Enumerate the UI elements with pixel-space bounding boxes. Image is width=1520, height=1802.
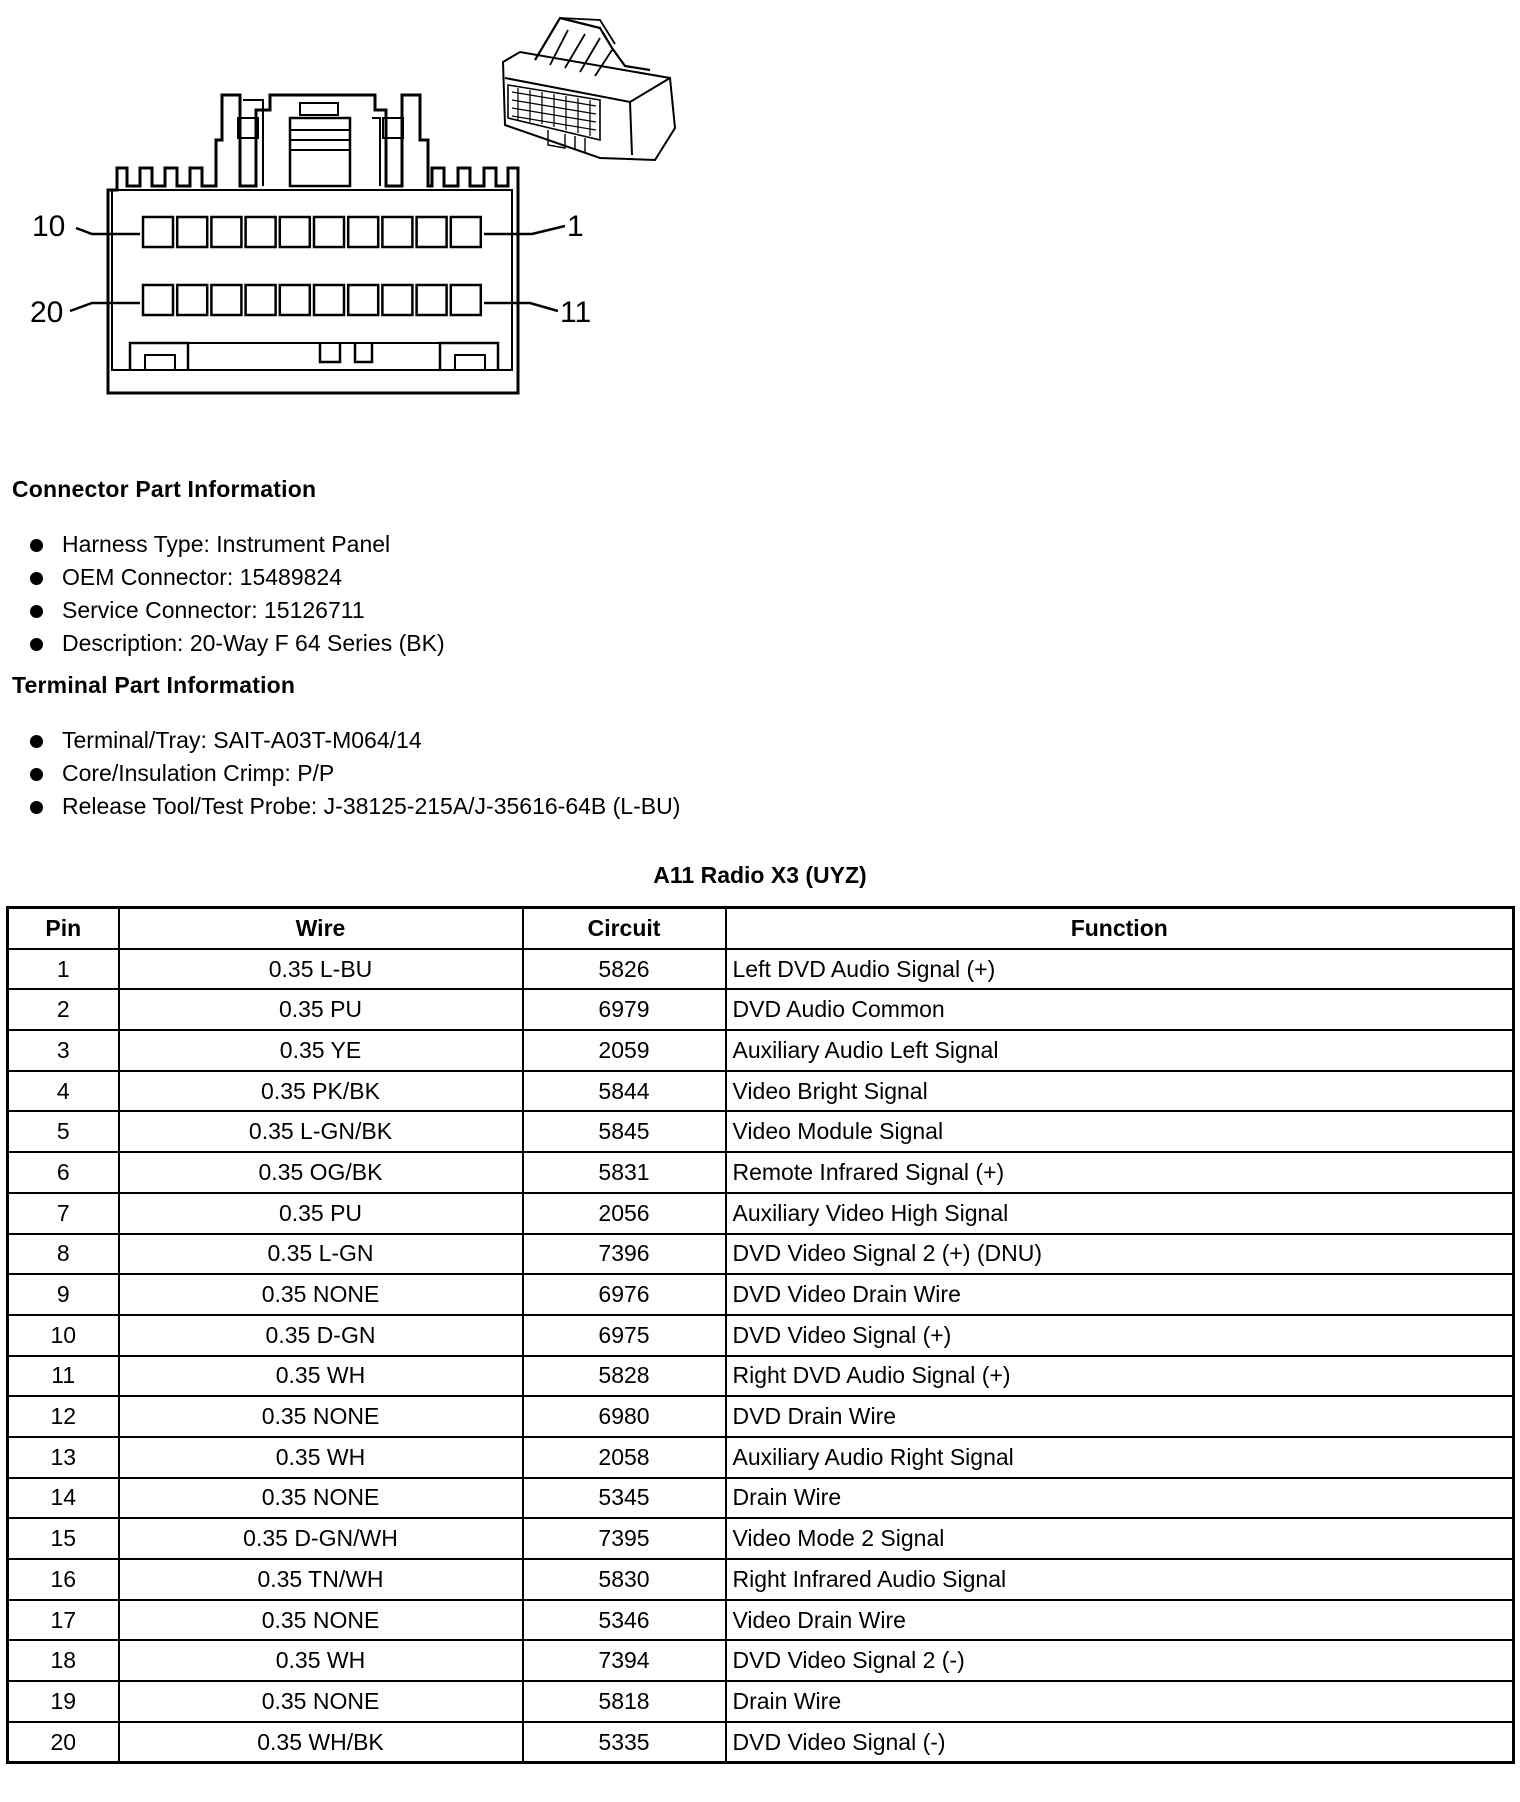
cell-function: Video Bright Signal [726, 1071, 1514, 1112]
list-item: Core/Insulation Crimp: P/P [26, 757, 680, 790]
cell-circuit: 7394 [523, 1640, 726, 1681]
table-row [8, 1681, 1514, 1722]
bullet-icon [30, 638, 43, 651]
cell-wire: 0.35 YE [119, 1030, 523, 1071]
pin-cavity [143, 285, 173, 315]
cell-circuit: 5335 [523, 1722, 726, 1763]
cell-circuit: 5830 [523, 1559, 726, 1600]
bullet-icon [30, 572, 43, 585]
cell-circuit: 7395 [523, 1518, 726, 1559]
table-body [8, 949, 1514, 1763]
cell-pin: 19 [8, 1681, 119, 1722]
cell-pin: 10 [8, 1315, 119, 1356]
pin-cavity [451, 285, 481, 315]
cell-function: DVD Audio Common [726, 989, 1514, 1030]
cell-pin: 18 [8, 1640, 119, 1681]
pin-cavity [417, 217, 447, 247]
cell-wire: 0.35 NONE [119, 1274, 523, 1315]
cell-function: Auxiliary Video High Signal [726, 1193, 1514, 1234]
cell-circuit: 2056 [523, 1193, 726, 1234]
pin-cavity [211, 285, 241, 315]
cell-pin: 8 [8, 1234, 119, 1275]
cell-pin: 17 [8, 1600, 119, 1641]
table-row [8, 989, 1514, 1030]
terminal-part-info-heading: Terminal Part Information [12, 672, 296, 698]
cell-circuit: 6976 [523, 1274, 726, 1315]
cell-circuit: 5845 [523, 1111, 726, 1152]
cell-function: Video Module Signal [726, 1111, 1514, 1152]
cell-wire: 0.35 WH [119, 1356, 523, 1397]
table-row [8, 1437, 1514, 1478]
pin-cavity [280, 217, 310, 247]
pin-cavity [143, 217, 173, 247]
cell-wire: 0.35 PU [119, 1193, 523, 1234]
table-row [8, 1396, 1514, 1437]
cell-function: DVD Video Signal 2 (-) [726, 1640, 1514, 1681]
table-row [8, 1071, 1514, 1112]
table-row [8, 1478, 1514, 1519]
pin-cavity [451, 217, 481, 247]
pin-cavity [417, 285, 447, 315]
list-item: Release Tool/Test Probe: J-38125-215A/J-35616-64B (L-BU) [26, 790, 680, 823]
table-row [8, 1152, 1514, 1193]
table-row [8, 1193, 1514, 1234]
pin-cavity [382, 217, 412, 247]
cell-circuit: 5828 [523, 1356, 726, 1397]
column-header-function: Function [726, 908, 1514, 949]
cell-circuit: 2059 [523, 1030, 726, 1071]
cell-pin: 7 [8, 1193, 119, 1234]
connector-part-info-list [26, 528, 445, 660]
cell-pin: 5 [8, 1111, 119, 1152]
list-item: Terminal/Tray: SAIT-A03T-M064/14 [26, 724, 680, 757]
cell-pin: 11 [8, 1356, 119, 1397]
cell-circuit: 6980 [523, 1396, 726, 1437]
cell-pin: 9 [8, 1274, 119, 1315]
cell-wire: 0.35 WH [119, 1640, 523, 1681]
cell-pin: 16 [8, 1559, 119, 1600]
cell-wire: 0.35 L-BU [119, 949, 523, 990]
bullet-icon [30, 605, 43, 618]
cell-wire: 0.35 PU [119, 989, 523, 1030]
cell-wire: 0.35 NONE [119, 1681, 523, 1722]
cell-pin: 2 [8, 989, 119, 1030]
table-row [8, 1722, 1514, 1763]
cell-wire: 0.35 TN/WH [119, 1559, 523, 1600]
table-title: A11 Radio X3 (UYZ) [653, 862, 867, 888]
cell-pin: 4 [8, 1071, 119, 1112]
cell-circuit: 6979 [523, 989, 726, 1030]
cell-circuit: 5818 [523, 1681, 726, 1722]
cell-wire: 0.35 WH [119, 1437, 523, 1478]
table-header-row [8, 908, 1514, 949]
cell-function: Remote Infrared Signal (+) [726, 1152, 1514, 1193]
pin-label-11: 11 [560, 296, 592, 329]
cell-wire: 0.35 OG/BK [119, 1152, 523, 1193]
pin-label-20: 20 [30, 296, 64, 329]
bullet-icon [30, 801, 43, 814]
table-row [8, 1315, 1514, 1356]
pinout-table [6, 906, 1515, 1764]
column-header-wire: Wire [119, 908, 523, 949]
list-item: Service Connector: 15126711 [26, 594, 445, 627]
table-row [8, 1274, 1514, 1315]
cell-pin: 14 [8, 1478, 119, 1519]
list-item: Description: 20-Way F 64 Series (BK) [26, 627, 445, 660]
cell-circuit: 5345 [523, 1478, 726, 1519]
bullet-icon [30, 768, 43, 781]
cell-pin: 13 [8, 1437, 119, 1478]
cell-function: Auxiliary Audio Left Signal [726, 1030, 1514, 1071]
cell-wire: 0.35 L-GN/BK [119, 1111, 523, 1152]
cell-function: Right Infrared Audio Signal [726, 1559, 1514, 1600]
cell-wire: 0.35 NONE [119, 1600, 523, 1641]
table-row [8, 1356, 1514, 1397]
column-header-circuit: Circuit [523, 908, 726, 949]
pin-cavities [143, 217, 481, 315]
cell-function: DVD Video Signal 2 (+) (DNU) [726, 1234, 1514, 1275]
pin-cavity [246, 217, 276, 247]
connector-part-info-heading: Connector Part Information [12, 476, 317, 502]
cell-function: Left DVD Audio Signal (+) [726, 949, 1514, 990]
connector-3d-illustration [503, 18, 675, 160]
cell-circuit: 5831 [523, 1152, 726, 1193]
pin-cavity [211, 217, 241, 247]
cell-function: Drain Wire [726, 1478, 1514, 1519]
pin-cavity [280, 285, 310, 315]
cell-circuit: 7396 [523, 1234, 726, 1275]
pin-cavity [348, 285, 378, 315]
pin-cavity [177, 285, 207, 315]
cell-circuit: 5826 [523, 949, 726, 990]
cell-wire: 0.35 PK/BK [119, 1071, 523, 1112]
bullet-icon [30, 539, 43, 552]
cell-wire: 0.35 NONE [119, 1478, 523, 1519]
connector-diagram [0, 0, 720, 410]
cell-wire: 0.35 D-GN [119, 1315, 523, 1356]
cell-function: DVD Drain Wire [726, 1396, 1514, 1437]
pin-cavity [177, 217, 207, 247]
column-header-pin: Pin [8, 908, 119, 949]
cell-wire: 0.35 L-GN [119, 1234, 523, 1275]
pin-label-10: 10 [32, 210, 66, 243]
cell-function: Right DVD Audio Signal (+) [726, 1356, 1514, 1397]
pin-label-1: 1 [567, 210, 584, 243]
cell-wire: 0.35 D-GN/WH [119, 1518, 523, 1559]
list-item: OEM Connector: 15489824 [26, 561, 445, 594]
cell-pin: 12 [8, 1396, 119, 1437]
terminal-part-info-list [26, 724, 680, 823]
cell-pin: 1 [8, 949, 119, 990]
cell-function: Drain Wire [726, 1681, 1514, 1722]
cell-function: Auxiliary Audio Right Signal [726, 1437, 1514, 1478]
bullet-icon [30, 735, 43, 748]
cell-function: DVD Video Signal (-) [726, 1722, 1514, 1763]
cell-circuit: 5844 [523, 1071, 726, 1112]
cell-function: DVD Video Signal (+) [726, 1315, 1514, 1356]
cell-wire: 0.35 WH/BK [119, 1722, 523, 1763]
pin-cavity [314, 217, 344, 247]
cell-circuit: 2058 [523, 1437, 726, 1478]
table-row [8, 1111, 1514, 1152]
table-row [8, 1559, 1514, 1600]
list-item: Harness Type: Instrument Panel [26, 528, 445, 561]
cell-circuit: 6975 [523, 1315, 726, 1356]
pin-cavity [382, 285, 412, 315]
cell-function: Video Mode 2 Signal [726, 1518, 1514, 1559]
pin-cavity [314, 285, 344, 315]
cell-circuit: 5346 [523, 1600, 726, 1641]
table-row [8, 1518, 1514, 1559]
table-row [8, 1600, 1514, 1641]
cell-pin: 3 [8, 1030, 119, 1071]
table-row [8, 1030, 1514, 1071]
cell-pin: 20 [8, 1722, 119, 1763]
table-row [8, 1640, 1514, 1681]
cell-wire: 0.35 NONE [119, 1396, 523, 1437]
cell-pin: 15 [8, 1518, 119, 1559]
pin-cavity [348, 217, 378, 247]
cell-function: Video Drain Wire [726, 1600, 1514, 1641]
pin-cavity [246, 285, 276, 315]
cell-pin: 6 [8, 1152, 119, 1193]
table-row [8, 1234, 1514, 1275]
cell-function: DVD Video Drain Wire [726, 1274, 1514, 1315]
table-row [8, 949, 1514, 990]
